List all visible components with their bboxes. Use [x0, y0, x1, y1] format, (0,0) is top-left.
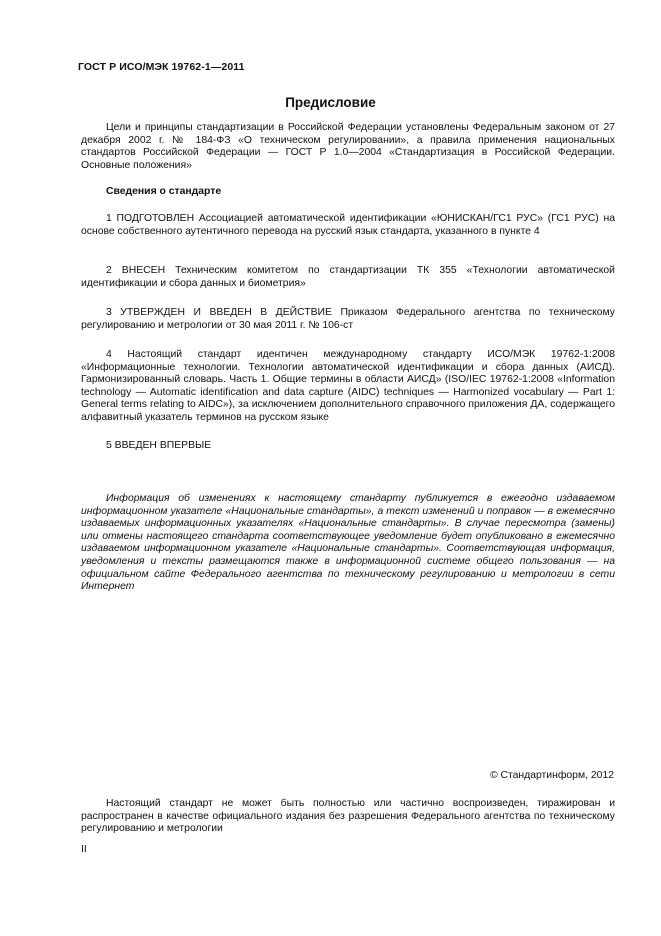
info-heading: Сведения о стандарте — [106, 186, 222, 197]
copyright-notice: © Стандартинформ, 2012 — [489, 770, 614, 781]
document-header: ГОСТ Р ИСО/МЭК 19762-1—2011 — [78, 61, 245, 73]
intro-paragraph: Цели и принципы стандартизации в Российской Федерации установлены Федеральным законом от 27 декабря 2002 г. № 184-ФЗ «О техническом регулировании», а правила применения национальных стандартов Российской Федерации — ГОСТ Р 1.0—2004 «Стандартизация в Российской Федерации. Основные положения» — [81, 122, 615, 171]
page-number: II — [81, 844, 87, 855]
page-title: Предисловие — [285, 95, 376, 110]
info-item-5: 5 ВВЕДЕН ВПЕРВЫЕ — [106, 440, 212, 451]
info-item-1: 1 ПОДГОТОВЛЕН Ассоциацией автоматической идентификации «ЮНИСКАН/ГС1 РУС» (ГС1 РУС) на основе собственного аутентичного перевода на русский язык стандарта, указанного в пункте 4 — [81, 213, 615, 237]
changes-notice: Информация об изменениях к настоящему стандарту публикуется в ежегодно издаваемом информационном указателе «Национальные стандарты», а текст изменений и поправок — в ежемесячно издаваемых информационных указателях «Национальные стандарты». В случае пересмотра (замены) или отмены настоящего стандарта соответствующее уведомление будет опубликовано в ежемесячно издаваемом информационном указателе «Национальные стандарты». Соответствующая информация, уведомления и тексты размещаются также в информационной системе общего пользования — на официальном сайте Федерального агентства по техническому регулированию и метрологии в сети Интернет — [81, 493, 615, 593]
info-item-4: 4 Настоящий стандарт идентичен международному стандарту ИСО/МЭК 19762-1:2008 «Информационные технологии. Технологии автоматической идентификации и сбора данных (АИСД). Гармонизированный словарь. Часть 1. Общие термины в области АИСД» (ISO/IEC 19762-1:2008 «Information technology — Automatic identification and data capture (AIDC) techniques — Harmonized vocabulary — Part 1: General terms relating to AIDC»), за исключением дополнительного справочного приложения ДА, содержащего алфавитный указатель терминов на русском языке — [81, 349, 615, 423]
reproduction-notice: Настоящий стандарт не может быть полностью или частично воспроизведен, тиражирован и распространен в качестве официального издания без разрешения Федерального агентства по техническому регулированию и метрологии — [81, 798, 615, 835]
info-item-2: 2 ВНЕСЕН Техническим комитетом по стандартизации ТК 355 «Технологии автоматической идентификации и сбора данных и биометрия» — [81, 265, 615, 289]
info-item-3: 3 УТВЕРЖДЕН И ВВЕДЕН В ДЕЙСТВИЕ Приказом Федерального агентства по техническому регулированию и метрологии от 30 мая 2011 г. № 106-ст — [81, 307, 615, 331]
